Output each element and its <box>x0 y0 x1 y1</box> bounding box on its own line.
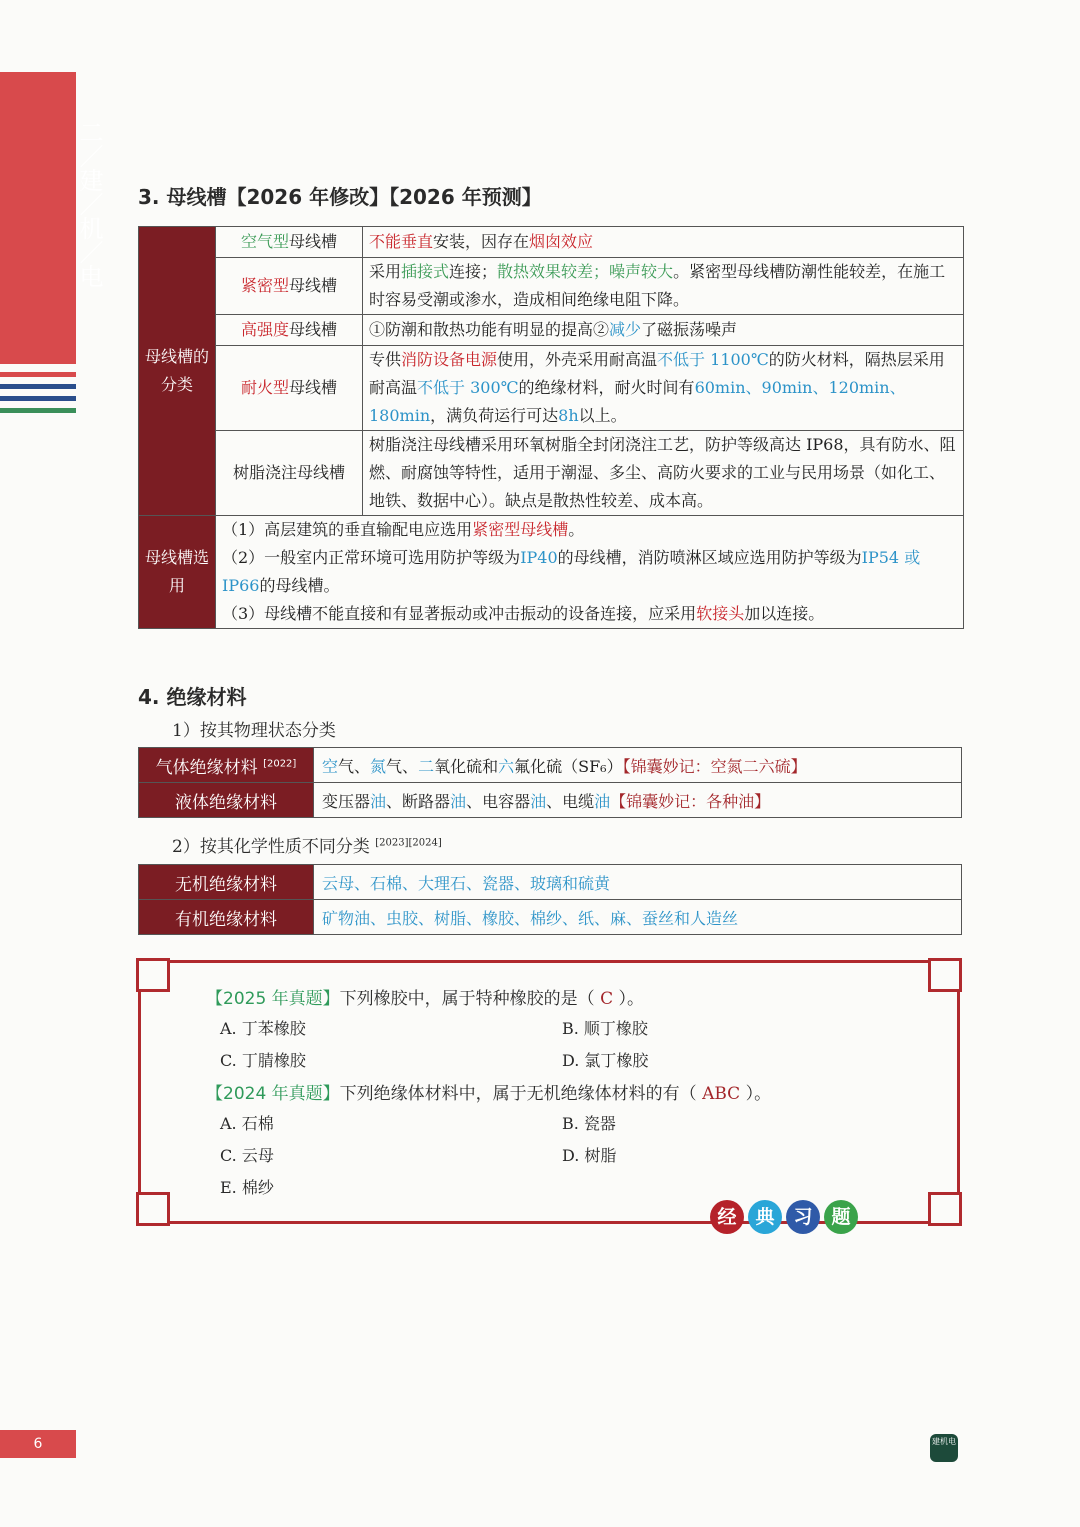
frame-corner-ornament <box>136 1192 170 1226</box>
text-run: 。紧密型母线槽防潮性能较差，在施工时容易受潮或渗水，造成相间绝缘电阻下降。 <box>369 262 946 309</box>
text-run: 二 <box>418 756 435 776</box>
text-run: 不能垂直 <box>369 232 434 251</box>
exercise-badge: 经 <box>710 1200 744 1234</box>
text-run: 空 <box>322 756 339 776</box>
selection-line <box>222 544 957 600</box>
text-run: 云母、石棉、大理石、瓷器、玻璃和硫黄 <box>322 873 611 893</box>
busbar-desc <box>363 227 964 258</box>
material-value <box>314 865 962 900</box>
text-run: 氮 <box>370 756 387 776</box>
text-run: 【锦囊妙记：各种油】 <box>610 791 771 811</box>
busbar-type <box>216 227 363 258</box>
text-run: IP54 或 IP66 <box>222 548 921 595</box>
decorative-stripes <box>0 372 76 420</box>
text-run: （2）一般室内正常环境可选用防护等级为 <box>222 548 521 567</box>
text-run: 六 <box>498 756 515 776</box>
text-run: 的母线槽，消防喷淋区域应选用防护等级为 <box>557 548 862 567</box>
table-row <box>139 516 964 629</box>
table-row <box>139 900 962 935</box>
material-label: 液体绝缘材料 <box>139 783 314 818</box>
busbar-category-cell: 母线槽的分类 <box>139 227 216 516</box>
section4-sub1: 1）按其物理状态分类 <box>172 721 336 741</box>
text-run: 、电缆 <box>546 791 595 811</box>
text-run: 了磁振荡噪声 <box>641 320 738 339</box>
section4-title: 4. 绝缘材料 <box>138 685 247 709</box>
text-run: 消防设备电源 <box>401 350 498 369</box>
frame-corner-ornament <box>928 958 962 992</box>
option: D. 氯丁橡胶 <box>562 1051 649 1070</box>
table-row <box>139 865 962 900</box>
page-number: 6 <box>0 1430 76 1458</box>
busbar-desc <box>363 258 964 315</box>
publisher-logo: 建机电 <box>930 1434 958 1462</box>
text-run: 散热效果较差；噪声较大 <box>497 262 674 281</box>
table-row <box>139 346 964 431</box>
text-run: 气、 <box>386 756 419 776</box>
busbar-desc <box>363 315 964 346</box>
text-run: 树脂浇注母线槽采用环氧树脂全封闭浇注工艺，防护等级高达 IP68，具有防水、阻燃、耐腐蚀等特性，适用于潮湿、多尘、高防火要求的工业与民用场景（如化工、地铁、数据中心）。缺点是散热性较差、成本高。 <box>369 435 956 510</box>
section4-sub2: 2）按其化学性质不同分类 [2023][2024] <box>172 837 442 857</box>
text-run: 油 <box>594 791 611 811</box>
option: E. 棉纱 <box>220 1178 274 1197</box>
text-run: 60min、90min、120min、180min <box>369 378 906 425</box>
material-label: 无机绝缘材料 <box>139 865 314 900</box>
text-run: 母线槽 <box>289 378 338 397</box>
selection-category-cell: 母线槽选用 <box>139 516 216 629</box>
option: A. 丁苯橡胶 <box>220 1019 306 1038</box>
question-1: 【2025 年真题】下列橡胶中，属于特种橡胶的是（ C ）。 <box>206 989 644 1009</box>
table-row <box>139 227 964 258</box>
text-run: 油 <box>450 791 467 811</box>
option: C. 丁腈橡胶 <box>220 1051 306 1070</box>
text-run: 空气型 <box>240 232 289 251</box>
table-row <box>139 748 962 783</box>
busbar-type <box>216 431 363 516</box>
text-run: 、断路器 <box>386 791 451 811</box>
material-value <box>314 783 962 818</box>
text-run: 紧密型 <box>240 276 289 295</box>
text-run: 不低于 300℃ <box>417 378 519 397</box>
option: B. 瓷器 <box>562 1114 616 1133</box>
text-run: 氧化硫和 <box>434 756 499 776</box>
table-row <box>139 258 964 315</box>
text-run: IP40 <box>520 548 558 567</box>
busbar-type <box>216 258 363 315</box>
text-run: 高强度 <box>240 320 289 339</box>
exercise-badge: 习 <box>786 1200 820 1234</box>
busbar-type <box>216 346 363 431</box>
busbar-desc <box>363 431 964 516</box>
question-2: 【2024 年真题】下列绝缘体材料中，属于无机绝缘体材料的有（ ABC ）。 <box>206 1084 772 1104</box>
text-run: 油 <box>370 791 387 811</box>
text-run: 气、 <box>338 756 371 776</box>
table-row <box>139 315 964 346</box>
text-run: （1）高层建筑的垂直输配电应选用 <box>222 520 473 539</box>
busbar-table <box>138 226 964 629</box>
text-run: 母线槽 <box>289 232 338 251</box>
material-label: 有机绝缘材料 <box>139 900 314 935</box>
table-row <box>139 783 962 818</box>
material-value <box>314 748 962 783</box>
text-run: 以上。 <box>578 406 627 425</box>
text-run: 母线槽 <box>289 276 338 295</box>
option: C. 云母 <box>220 1146 274 1165</box>
text-run: 母线槽 <box>289 320 338 339</box>
chemical-property-table <box>138 864 962 935</box>
busbar-type <box>216 315 363 346</box>
material-label: 气体绝缘材料 [2022] <box>139 748 314 783</box>
text-run: 软接头 <box>696 604 745 623</box>
frame-corner-ornament <box>928 1192 962 1226</box>
text-run: ，满负荷运行可达 <box>430 406 559 425</box>
selection-line <box>222 600 957 628</box>
chapter-side-tab-label: 二／建／机／电 <box>75 120 103 288</box>
text-run: 【锦囊妙记：空氮二六硫】 <box>622 756 807 776</box>
text-run: 紧密型母线槽 <box>472 520 569 539</box>
text-run: 专供 <box>369 350 402 369</box>
exercise-badge: 典 <box>748 1200 782 1234</box>
text-run: 油 <box>530 791 547 811</box>
option: B. 顺丁橡胶 <box>562 1019 648 1038</box>
physical-state-table <box>138 747 962 818</box>
text-run: 使用，外壳采用耐高温 <box>497 350 658 369</box>
text-run: 烟囱效应 <box>529 232 594 251</box>
text-run: （3）母线槽不能直接和有显著振动或冲击振动的设备连接，应采用 <box>222 604 697 623</box>
text-run: 减少 <box>609 320 642 339</box>
selection-line <box>222 516 957 544</box>
table-row <box>139 431 964 516</box>
option: A. 石棉 <box>220 1114 274 1133</box>
text-run: 树脂浇注母线槽 <box>232 463 345 482</box>
text-run: 安装，因存在 <box>433 232 530 251</box>
text-run: 。 <box>568 520 585 539</box>
section3-title: 3. 母线槽【2026 年修改】【2026 年预测】 <box>138 185 542 209</box>
text-run: 耐火型 <box>240 378 289 397</box>
text-run: ①防潮和散热功能有明显的提高② <box>369 320 610 339</box>
text-run: 的绝缘材料，耐火时间有 <box>518 378 695 397</box>
text-run: 、电容器 <box>466 791 531 811</box>
text-run: 的母线槽。 <box>259 576 340 595</box>
text-run: 矿物油、虫胶、树脂、橡胶、棉纱、纸、麻、蚕丝和人造丝 <box>322 908 739 928</box>
text-run: 连接； <box>449 262 498 281</box>
text-run: 氟化硫（SF₆） <box>514 756 623 776</box>
selection-text <box>216 516 964 629</box>
busbar-desc <box>363 346 964 431</box>
text-run: 变压器 <box>322 791 371 811</box>
option: D. 树脂 <box>562 1146 617 1165</box>
text-run: 8h <box>558 406 579 425</box>
material-value <box>314 900 962 935</box>
text-run: 加以连接。 <box>744 604 825 623</box>
text-run: 采用 <box>369 262 402 281</box>
frame-corner-ornament <box>136 958 170 992</box>
text-run: 不低于 1100℃ <box>657 350 769 369</box>
text-run: 的防火材料，隔热层采用耐高温 <box>369 350 945 397</box>
exercise-badge: 题 <box>824 1200 858 1234</box>
text-run: 插接式 <box>401 262 450 281</box>
